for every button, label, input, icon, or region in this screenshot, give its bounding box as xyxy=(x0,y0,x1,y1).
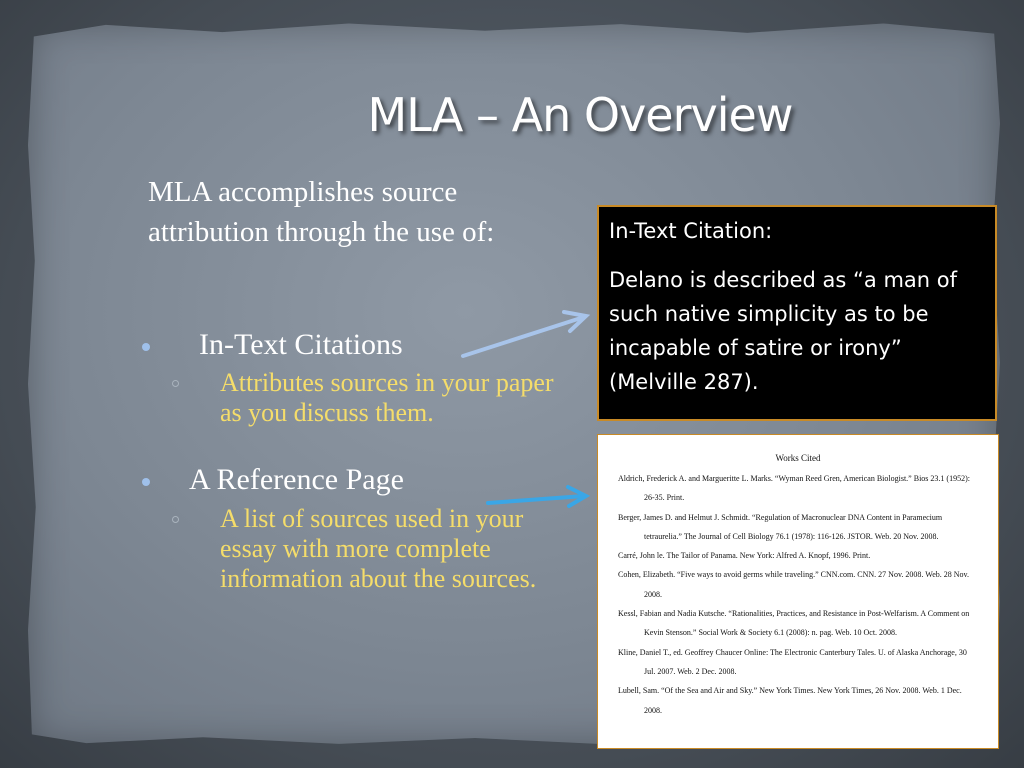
works-cited-example xyxy=(597,434,999,749)
bullet-in-text-citations-desc: Attributes sources in your paper as you discuss them. xyxy=(220,368,554,427)
works-cited-title: Works Cited xyxy=(775,453,821,463)
works-cited-entry: Lubell, Sam. “Of the Sea and Air and Sky.” New York Times. New York Times, 26 Nov. 2008. Web. 1 Dec. 2008. xyxy=(618,686,962,715)
works-cited-entry: Aldrich, Frederick A. and Margueritte L. Marks. “Wyman Reed Gren, American Biologist.” Bios 23.1 (1952): 26-35. Print. xyxy=(618,474,970,503)
works-cited-entry: Kessl, Fabian and Nadia Kutsche. “Rationalities, Practices, and Resistance in Post-Welfarism. A Comment on Kevin Stenson.” Social Work & Society 6.1 (2008): n. pag. Web. 10 Oct. 2008. xyxy=(618,609,970,638)
bullet-reference-page-desc: A list of sources used in your essay with more complete information about the sources. xyxy=(220,504,537,593)
slide-title: MLA – An Overview xyxy=(367,88,793,142)
in-text-citation-example xyxy=(597,205,997,421)
works-cited-entry: Carré, John le. The Tailor of Panama. New York: Alfred A. Knopf, 1996. Print. xyxy=(618,551,871,561)
in-text-citation-body: Delano is described as “a man of such native simplicity as to be incapable of satire or irony” (Melville 287). xyxy=(609,268,957,394)
bullet-in-text-citations: In-Text Citations xyxy=(199,328,403,361)
arrow-to-works-cited-icon xyxy=(488,487,586,506)
in-text-citation-heading: In-Text Citation: xyxy=(609,219,773,243)
bullet-reference-page: A Reference Page xyxy=(189,463,404,496)
works-cited-entry: Cohen, Elizabeth. “Five ways to avoid germs while traveling.” CNN.com. CNN. 27 Nov. 2008. Web. 28 Nov. 2008. xyxy=(618,570,969,599)
arrow-to-in-text-icon xyxy=(463,312,586,356)
works-cited-entry: Berger, James D. and Helmut J. Schmidt. “Regulation of Macronuclear DNA Content in Paramecium tetraurelia.” The Journal of Cell Biology 76.1 (1978): 116-126. JSTOR. Web. 20 Nov. 2008. xyxy=(618,512,943,541)
works-cited-entry: Kline, Daniel T., ed. Geoffrey Chaucer Online: The Electronic Canterbury Tales. U. of Alaska Anchorage, 30 Jul. 2007. Web. 2 Dec. 2008. xyxy=(618,647,967,676)
intro-text: MLA accomplishes source attribution through the use of: xyxy=(148,176,495,248)
